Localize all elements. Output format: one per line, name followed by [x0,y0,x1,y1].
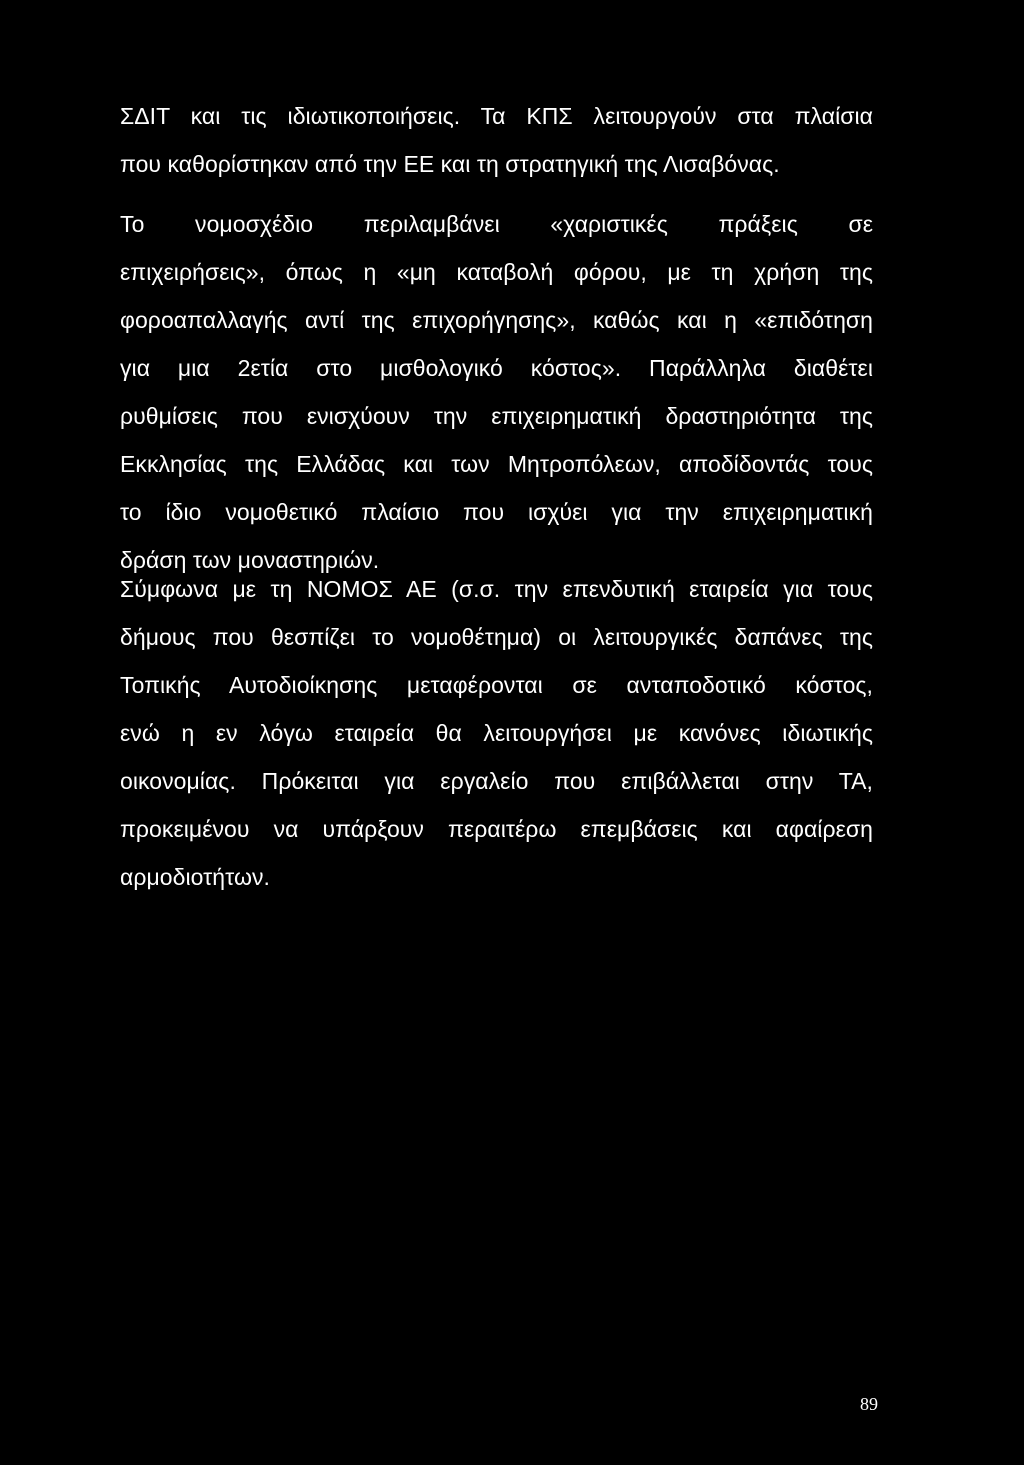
paragraph-line: Εκκλησίας της Ελλάδας και των Μητροπόλεων, αποδίδοντάς τους [120,451,873,477]
paragraph-line: Το νομοσχέδιο περιλαμβάνει «χαριστικές πράξεις σε [120,211,873,237]
paragraph-line: ρυθμίσεις που ενισχύουν την επιχειρηματική δραστηριότητα της [120,403,873,429]
paragraph-line: επιχειρήσεις», όπως η «μη καταβολή φόρου, με τη χρήση της [120,259,873,285]
paragraph-line: δράση των μοναστηριών. [120,547,380,573]
paragraph-line: οικονομίας. Πρόκειται για εργαλείο που επιβάλλεται στην ΤΑ, [120,768,873,794]
paragraph-line: το ίδιο νομοθετικό πλαίσιο που ισχύει για την επιχειρηματική [120,499,873,525]
paragraph-line: ΣΔΙΤ και τις ιδιωτικοποιήσεις. Τα ΚΠΣ λειτουργούν στα πλαίσια [120,103,873,129]
paragraph-line: για μια 2ετία στο μισθολογικό κόστος». Παράλληλα διαθέτει [120,355,873,381]
paragraph-line: αρμοδιοτήτων. [120,864,270,890]
paragraph-line: που καθορίστηκαν από την ΕΕ και τη στρατηγική της Λισαβόνας. [120,151,780,177]
paragraph-line: Σύμφωνα με τη ΝΟΜΟΣ ΑΕ (σ.σ. την επενδυτική εταιρεία για τους [120,576,873,602]
paragraph-line: προκειμένου να υπάρξουν περαιτέρω επεμβάσεις και αφαίρεση [120,816,873,842]
page-number: 89 [860,1394,878,1414]
paragraph-2 [120,200,873,584]
paragraph-line: φοροαπαλλαγής αντί της επιχορήγησης», καθώς και η «επιδότηση [120,307,873,333]
paragraph-1 [120,92,873,188]
paragraph-line: Τοπικής Αυτοδιοίκησης μεταφέρονται σε ανταποδοτικό κόστος, [120,672,873,698]
paragraph-3 [120,565,873,901]
paragraph-line: ενώ η εν λόγω εταιρεία θα λειτουργήσει με κανόνες ιδιωτικής [120,720,873,746]
paragraph-line: δήμους που θεσπίζει το νομοθέτημα) οι λειτουργικές δαπάνες της [120,624,873,650]
